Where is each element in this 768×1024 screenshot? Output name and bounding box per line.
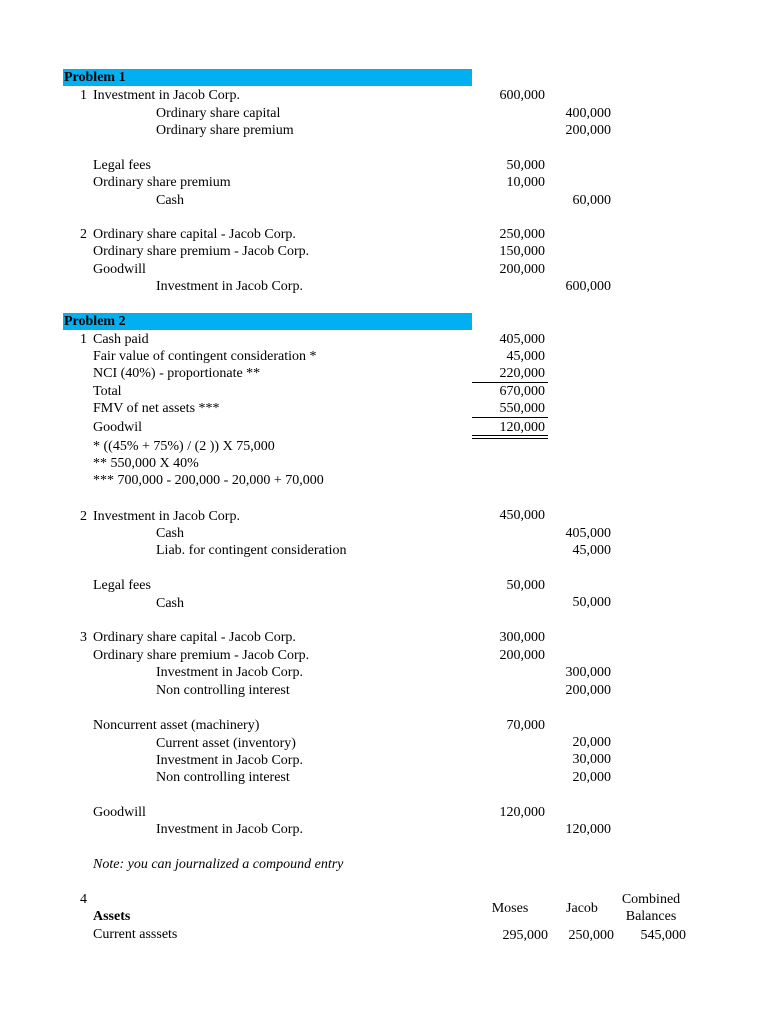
credit-account: Liab. for contingent consideration (156, 543, 347, 558)
debit-amount: 300,000 (499, 630, 545, 645)
computation-label: Goodwil (93, 420, 142, 435)
computation-amount: 670,000 (499, 384, 545, 399)
credit-account: Cash (156, 596, 184, 611)
credit-account: Ordinary share capital (156, 106, 281, 121)
computation-label: Total (93, 384, 122, 399)
debit-amount: 50,000 (506, 578, 545, 593)
debit-amount: 120,000 (499, 805, 545, 820)
footnote: ** 550,000 X 40% (93, 456, 199, 471)
entry-number: 1 (80, 88, 87, 103)
credit-amount: 405,000 (565, 526, 611, 541)
credit-amount: 45,000 (572, 543, 611, 558)
credit-amount: 20,000 (572, 770, 611, 785)
debit-amount: 70,000 (506, 718, 545, 733)
debit-amount: 200,000 (499, 262, 545, 277)
credit-amount: 120,000 (565, 822, 611, 837)
problem2-title: Problem 2 (64, 314, 126, 329)
assets-heading: Assets (93, 909, 131, 924)
credit-amount: 400,000 (565, 106, 611, 121)
problem1-title: Problem 1 (64, 70, 126, 85)
credit-amount: 600,000 (565, 279, 611, 294)
debit-amount: 150,000 (499, 244, 545, 259)
credit-amount: 50,000 (572, 595, 611, 610)
credit-amount: 200,000 (565, 683, 611, 698)
credit-account: Investment in Jacob Corp. (156, 665, 303, 680)
credit-account: Investment in Jacob Corp. (156, 753, 303, 768)
computation-amount: 120,000 (499, 420, 545, 435)
credit-amount: 60,000 (572, 193, 611, 208)
debit-account: Investment in Jacob Corp. (93, 509, 240, 524)
credit-amount: 20,000 (572, 735, 611, 750)
credit-account: Investment in Jacob Corp. (156, 279, 303, 294)
credit-account: Non controlling interest (156, 683, 290, 698)
combined-header-line1: Combined (621, 892, 681, 907)
credit-account: Ordinary share premium (156, 123, 294, 138)
entry-number: 2 (80, 509, 87, 524)
jacob-column-header: Jacob (566, 901, 598, 916)
entry-number: 3 (80, 630, 87, 645)
credit-amount: 30,000 (572, 752, 611, 767)
total-double-rule (472, 435, 548, 436)
debit-account: Legal fees (93, 158, 151, 173)
debit-amount: 50,000 (506, 158, 545, 173)
jacob-amount: 250,000 (568, 928, 614, 943)
entry-number: 1 (80, 332, 87, 347)
total-double-rule (472, 438, 548, 439)
debit-amount: 250,000 (499, 227, 545, 242)
computation-amount: 550,000 (499, 401, 545, 416)
subtotal-rule (472, 417, 548, 418)
debit-amount: 10,000 (506, 175, 545, 190)
debit-account: Ordinary share premium (93, 175, 231, 190)
computation-amount: 405,000 (499, 332, 545, 347)
entry-number: 4 (80, 892, 87, 907)
debit-account: Ordinary share premium - Jacob Corp. (93, 244, 310, 259)
footnote: *** 700,000 - 200,000 - 20,000 + 70,000 (93, 473, 324, 488)
debit-account: Ordinary share capital - Jacob Corp. (93, 630, 296, 645)
credit-account: Cash (156, 526, 184, 541)
credit-account: Current asset (inventory) (156, 736, 296, 751)
debit-account: Investment in Jacob Corp. (93, 88, 240, 103)
debit-amount: 600,000 (499, 88, 545, 103)
credit-amount: 300,000 (565, 665, 611, 680)
credit-account: Investment in Jacob Corp. (156, 822, 303, 837)
debit-account: Goodwill (93, 262, 146, 277)
computation-label: NCI (40%) - proportionate ** (93, 366, 261, 381)
current-assets-label: Current asssets (93, 927, 178, 942)
debit-account: Ordinary share premium - Jacob Corp. (93, 648, 310, 663)
combined-header-line2: Balances (625, 909, 677, 924)
computation-label: Fair value of contingent consideration * (93, 349, 317, 364)
debit-account: Legal fees (93, 578, 151, 593)
debit-account: Noncurrent asset (machinery) (93, 718, 260, 733)
debit-amount: 200,000 (499, 648, 545, 663)
combined-amount: 545,000 (640, 928, 686, 943)
moses-column-header: Moses (491, 901, 529, 916)
entry-number: 2 (80, 227, 87, 242)
debit-account: Goodwill (93, 805, 146, 820)
computation-amount: 220,000 (499, 366, 545, 381)
footnote: * ((45% + 75%) / (2 )) X 75,000 (93, 439, 275, 454)
computation-label: FMV of net assets *** (93, 401, 220, 416)
credit-account: Cash (156, 193, 184, 208)
debit-amount: 450,000 (499, 508, 545, 523)
computation-label: Cash paid (93, 332, 149, 347)
debit-account: Ordinary share capital - Jacob Corp. (93, 227, 296, 242)
compound-entry-note: Note: you can journalized a compound entry (93, 857, 344, 872)
credit-amount: 200,000 (565, 123, 611, 138)
credit-account: Non controlling interest (156, 770, 290, 785)
computation-amount: 45,000 (506, 349, 545, 364)
moses-amount: 295,000 (502, 928, 548, 943)
